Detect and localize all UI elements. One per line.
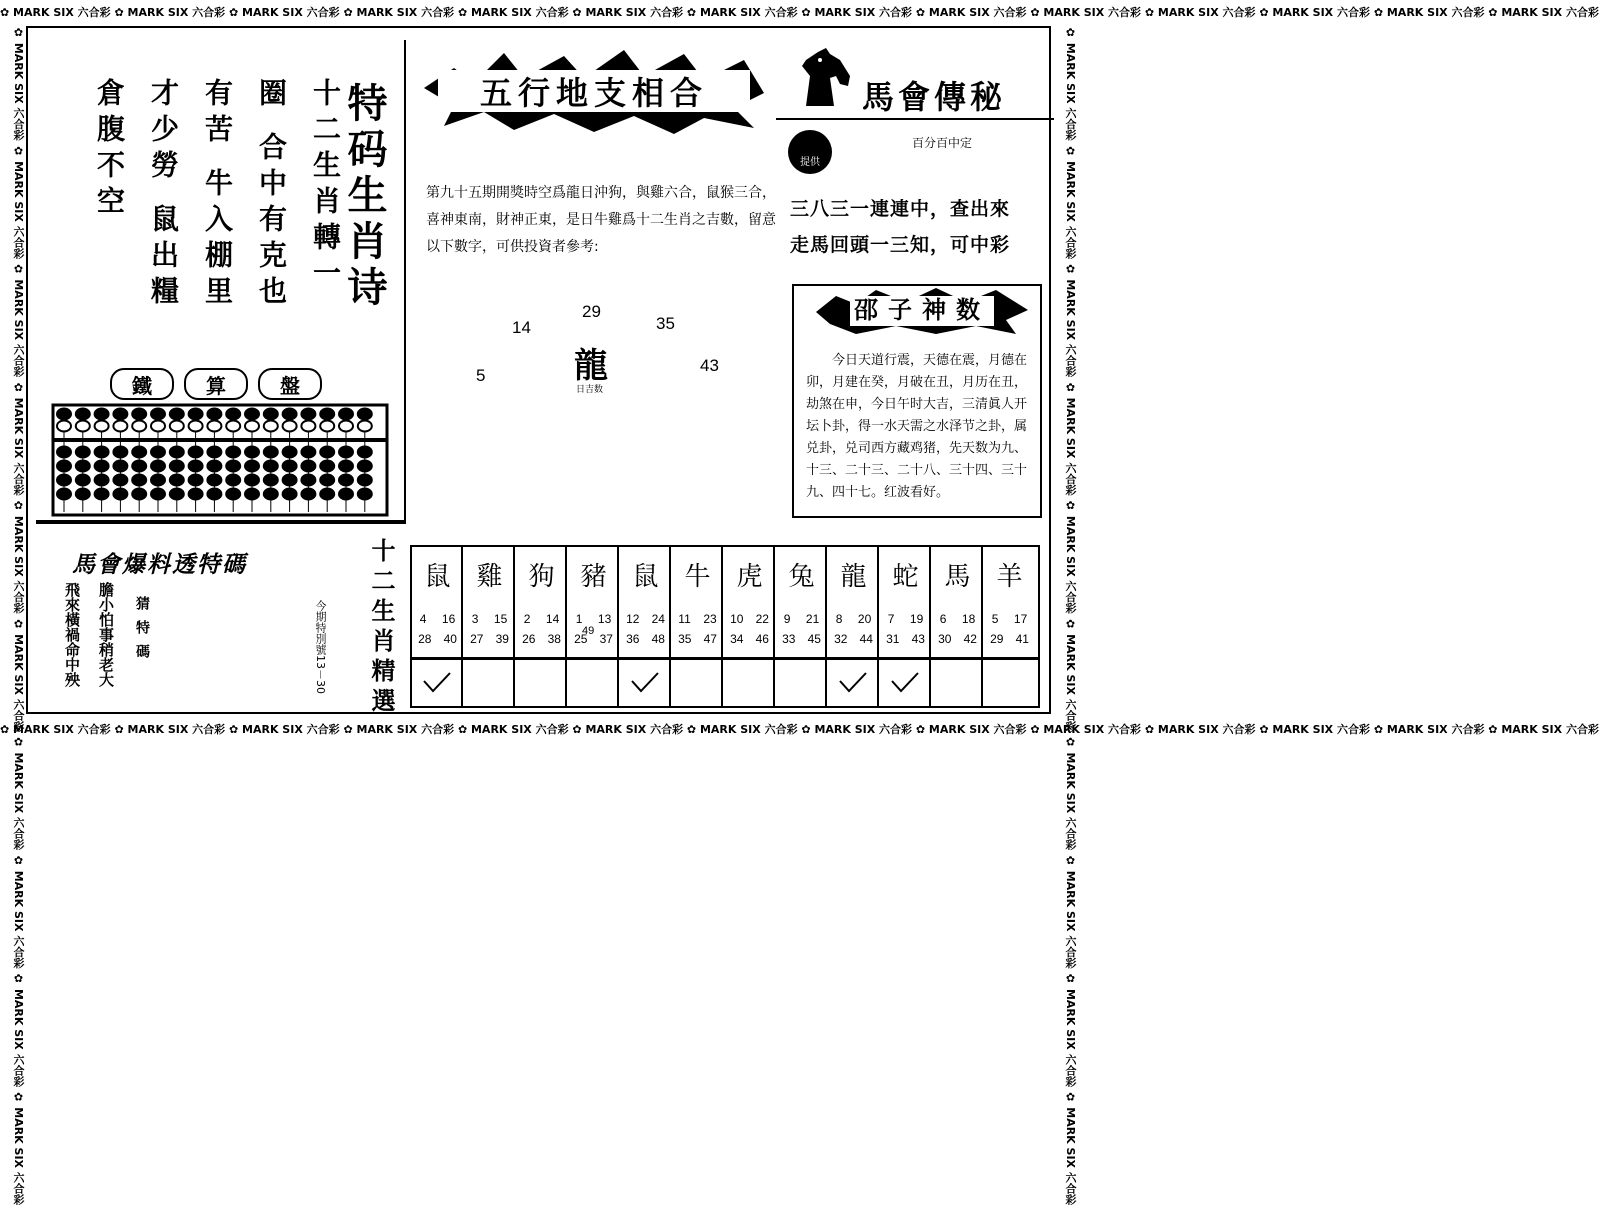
left-border: ✿ MARK SIX 六合彩 ✿ MARK SIX 六合彩 ✿ MARK SIX 六合彩 ✿ MARK SIX 六合彩 ✿ MARK SIX 六合彩 ✿ MARK SIX 六合彩 ✿ MARK SIX 六合彩 ✿ MARK SIX 六合彩 ✿ MARK SIX 六合彩 ✿ MARK SIX 六合彩 — [12, 26, 25, 1205]
poem-line-4: 十二生肖轉一圈 — [255, 78, 342, 294]
zodiac-number: 2 — [523, 612, 531, 626]
horse-title: 馬會傳秘 — [862, 78, 1007, 116]
abacus-bead — [283, 409, 297, 420]
abacus-bead — [189, 489, 203, 500]
stamp-badge — [788, 130, 832, 174]
abacus-bead — [76, 475, 90, 486]
zodiac-animal-icon: 豬 — [580, 561, 607, 592]
abacus-bead — [113, 447, 127, 458]
abacus-bead — [320, 409, 334, 420]
abacus-bead — [132, 409, 146, 420]
poem-line-3: 合中有克也有苦 — [201, 78, 288, 312]
abacus-bead — [189, 421, 203, 432]
zodiac-animal-icon: 羊 — [996, 561, 1023, 592]
zodiac-animal-icon: 狗 — [528, 561, 555, 592]
baoliao-footer: 今期特別號13－30 — [314, 600, 327, 694]
abacus-bead — [245, 475, 259, 486]
abacus-label-2: 算 — [184, 368, 248, 400]
abacus-bead — [57, 475, 71, 486]
zodiac-numbers — [620, 609, 671, 649]
abacus-bead — [207, 409, 221, 420]
zodiac-number: 27 — [470, 632, 484, 646]
zodiac-number: 26 — [522, 632, 536, 646]
zodiac-number: 25 — [574, 632, 588, 646]
abacus-bead — [170, 409, 184, 420]
zodiac-number: 36 — [626, 632, 640, 646]
poem-line-2: 牛入棚里才少勞 — [147, 78, 234, 312]
zodiac-number: 32 — [834, 632, 848, 646]
abacus-bead — [151, 447, 165, 458]
zodiac-number: 11 — [678, 612, 691, 626]
abacus-bead — [207, 475, 221, 486]
abacus-bead — [245, 409, 259, 420]
horse-divider — [776, 118, 1054, 126]
zodiac-number: 33 — [782, 632, 796, 646]
abacus-bead — [189, 475, 203, 486]
zodiac-number: 37 — [599, 632, 613, 646]
zodiac-animal-icon: 鼠 — [424, 561, 451, 592]
check-cell — [880, 660, 931, 706]
poem-title: 特码生肖诗 — [341, 82, 387, 312]
abacus-bead — [339, 447, 353, 458]
zodiac-animal-icon: 蛇 — [892, 561, 919, 592]
abacus-bead — [245, 489, 259, 500]
abacus-bead — [264, 461, 278, 472]
zodiac-cell — [828, 545, 879, 657]
abacus-bead — [226, 421, 240, 432]
zodiac-cell — [568, 545, 619, 657]
abacus-bead — [95, 409, 109, 420]
zodiac-numbers — [724, 609, 775, 649]
baoliao-col-1: 飛來橫禍命中殃 — [63, 582, 81, 687]
abacus-bead — [113, 409, 127, 420]
abacus-bead — [339, 409, 353, 420]
zodiac-number: 23 — [703, 612, 717, 626]
zodiac-number: 46 — [755, 632, 769, 646]
abacus-bead — [170, 421, 184, 432]
zodiac-number: 15 — [493, 612, 508, 626]
abacus-bead — [207, 461, 221, 472]
zodiac-number: 3 — [471, 612, 479, 626]
abacus-graphic — [52, 404, 388, 516]
zodiac-number: 5 — [991, 612, 999, 626]
zodiac-numbers — [776, 609, 827, 649]
zodiac-number: 38 — [547, 632, 561, 646]
abacus-bead — [264, 447, 278, 458]
abacus-bead — [339, 475, 353, 486]
abacus-bead — [245, 461, 259, 472]
zodiac-number: 8 — [835, 612, 843, 626]
abacus-bead — [301, 447, 315, 458]
abacus-bead — [207, 489, 221, 500]
zodiac-number: 31 — [886, 632, 900, 646]
abacus-bead — [245, 421, 259, 432]
zodiac-cell — [932, 545, 983, 657]
zodiac-title: 十二生肖精選 — [367, 538, 395, 718]
zodiac-animal-icon: 雞 — [476, 561, 503, 592]
abacus-bead — [170, 489, 184, 500]
number-5: 5 — [476, 366, 486, 385]
zodiac-number: 13 — [597, 612, 612, 626]
abacus-bead — [301, 409, 315, 420]
abacus-bead — [189, 447, 203, 458]
abacus-bead — [301, 475, 315, 486]
zodiac-animal-icon: 馬 — [944, 561, 971, 592]
zodiac-cell — [984, 545, 1035, 657]
zodiac-number: 40 — [443, 632, 457, 646]
abacus-bead — [151, 475, 165, 486]
check-cell — [828, 660, 879, 706]
zodiac-number: 39 — [495, 632, 509, 646]
abacus-bead — [132, 447, 146, 458]
abacus-bead — [207, 447, 221, 458]
zodiac-number: 12 — [626, 612, 640, 626]
zodiac-animal-icon: 鼠 — [632, 561, 659, 592]
abacus-bead — [301, 489, 315, 500]
abacus-bead — [132, 421, 146, 432]
zodiac-number: 35 — [678, 632, 692, 646]
zodiac-number: 45 — [807, 632, 821, 646]
abacus-bead — [358, 461, 372, 472]
abacus-bead — [95, 421, 109, 432]
zodiac-numbers — [984, 609, 1035, 649]
baoliao-col-2: 膽小怕事稍老大 — [97, 582, 115, 687]
abacus-bead — [320, 489, 334, 500]
abacus-bead — [113, 421, 127, 432]
abacus-bead — [358, 475, 372, 486]
number-29: 29 — [582, 302, 601, 321]
zodiac-cell — [620, 545, 671, 657]
zodiac-number: 28 — [418, 632, 432, 646]
abacus-bead — [320, 421, 334, 432]
dragon-caption: 日吉数 — [576, 385, 604, 395]
abacus-bead — [283, 475, 297, 486]
abacus-bead — [95, 461, 109, 472]
abacus-bead — [320, 461, 334, 472]
zodiac-number: 44 — [859, 632, 873, 646]
abacus-bead — [207, 421, 221, 432]
shenshu-title: 邵子神数 — [854, 295, 990, 324]
abacus-bead — [76, 421, 90, 432]
abacus-bead — [226, 461, 240, 472]
abacus-bead — [283, 447, 297, 458]
zodiac-animal-icon: 兔 — [788, 561, 815, 592]
zodiac-numbers — [880, 609, 931, 649]
zodiac-cell — [412, 545, 463, 657]
abacus-bead — [95, 447, 109, 458]
abacus-bead — [320, 475, 334, 486]
abacus-bead — [113, 461, 127, 472]
zodiac-number: 10 — [730, 612, 744, 626]
zodiac-number: 7 — [887, 612, 895, 626]
zodiac-animal-icon: 牛 — [684, 561, 711, 592]
zodiac-cell — [672, 545, 723, 657]
abacus-bead — [132, 475, 146, 486]
zodiac-number: 24 — [651, 612, 665, 626]
abacus-bead — [151, 421, 165, 432]
abacus-bead — [226, 475, 240, 486]
abacus-bead — [151, 489, 165, 500]
abacus-bead — [76, 461, 90, 472]
check-cell — [464, 660, 515, 706]
zodiac-number: 14 — [545, 612, 560, 626]
zodiac-number: 4 — [419, 612, 427, 626]
zodiac-number: 6 — [939, 612, 947, 626]
check-cell — [568, 660, 619, 706]
divider-left — [36, 520, 406, 524]
abacus-bead — [76, 489, 90, 500]
check-cell — [984, 660, 1035, 706]
abacus-bead — [95, 489, 109, 500]
zodiac-number: 29 — [990, 632, 1004, 646]
number-35: 35 — [656, 314, 675, 333]
check-mark-icon — [838, 671, 868, 695]
abacus-bead — [132, 489, 146, 500]
abacus-bead — [170, 475, 184, 486]
check-mark-icon — [630, 671, 660, 695]
number-14: 14 — [512, 318, 531, 337]
abacus-bead — [226, 489, 240, 500]
zodiac-numbers — [932, 609, 983, 649]
abacus-bead — [113, 475, 127, 486]
abacus-bead — [189, 409, 203, 420]
zodiac-number: 19 — [909, 612, 924, 626]
zodiac-number: 48 — [651, 632, 665, 646]
abacus-bead — [358, 409, 372, 420]
zodiac-numbers — [672, 609, 723, 649]
zodiac-number: 17 — [1013, 612, 1028, 626]
abacus-label-3: 盤 — [258, 368, 322, 400]
right-border: ✿ MARK SIX 六合彩 ✿ MARK SIX 六合彩 ✿ MARK SIX 六合彩 ✿ MARK SIX 六合彩 ✿ MARK SIX 六合彩 ✿ MARK SIX 六合彩 ✿ MARK SIX 六合彩 ✿ MARK SIX 六合彩 ✿ MARK SIX 六合彩 ✿ MARK SIX 六合彩 — [1064, 26, 1077, 1205]
zodiac-cell — [880, 545, 931, 657]
zodiac-animal-icon: 虎 — [736, 561, 763, 592]
abacus-bead — [57, 461, 71, 472]
wuxing-title: 五行地支相合 — [479, 74, 708, 112]
baoliao-title: 馬會爆料透特碼 — [72, 552, 247, 578]
abacus-bead — [76, 447, 90, 458]
abacus-bead — [57, 489, 71, 500]
abacus-bead — [57, 447, 71, 458]
shenshu-text: 今日天道行震，天德在震，月德在卯，月建在癸，月破在丑，月历在丑，劫煞在申，今日午时大吉，三清眞人开坛卜卦，得一水天需之水泽节之卦，属兑卦，兑司西方藏鸡猪，先天数为九、十三、二十三、二十八、三十四、三十九、四十七。红波看好。 — [806, 353, 1028, 500]
check-mark-icon — [890, 671, 920, 695]
zodiac-number: 21 — [805, 612, 820, 626]
zodiac-number: 22 — [755, 612, 769, 626]
abacus-bead — [283, 461, 297, 472]
zodiac-number: 16 — [441, 612, 456, 626]
dragon-char: 龍 — [574, 346, 608, 386]
abacus-bead — [301, 461, 315, 472]
horse-line-2: 走馬回頭一三知，可中彩 — [790, 234, 1011, 256]
abacus-bead — [151, 409, 165, 420]
abacus-bead — [358, 447, 372, 458]
abacus-bead — [358, 421, 372, 432]
check-cell — [724, 660, 775, 706]
abacus-bead — [339, 489, 353, 500]
check-mark-icon — [422, 671, 452, 695]
check-cell — [620, 660, 671, 706]
bottom-border: ✿ MARK SIX 六合彩 ✿ MARK SIX 六合彩 ✿ MARK SIX 六合彩 ✿ MARK SIX 六合彩 ✿ MARK SIX 六合彩 ✿ MARK SIX 六合彩 ✿ MARK SIX 六合彩 ✿ MARK SIX 六合彩 ✿ MARK SIX 六合彩 ✿ MARK SIX 六合彩 ✿ MARK SIX 六合彩 ✿ MARK SIX 六合彩 ✿ MARK SIX 六合彩 ✿ MARK SIX 六合彩 — [0, 723, 1599, 736]
baoliao-col-3: 猜特碼 — [134, 596, 150, 668]
wuxing-text: 第九十五期開獎時空爲龍日沖狗，與雞六合，鼠猴三合，喜神東南，財神正東，是日牛雞爲十二生肖之吉數，留意以下數字，可供投資者參考: — [426, 185, 776, 255]
zodiac-numbers — [828, 609, 879, 649]
check-cell — [932, 660, 983, 706]
abacus-bead — [226, 447, 240, 458]
abacus-bead — [264, 421, 278, 432]
stamp-text: 提供 — [800, 157, 820, 168]
abacus-bead — [283, 489, 297, 500]
abacus-bead — [189, 461, 203, 472]
check-cell — [516, 660, 567, 706]
zodiac-number: 41 — [1015, 632, 1029, 646]
abacus-bead — [358, 489, 372, 500]
zodiac-cell — [464, 545, 515, 657]
check-cell — [672, 660, 723, 706]
abacus-bead — [151, 461, 165, 472]
zodiac-extra-number: 49 — [582, 625, 595, 637]
zodiac-cell — [776, 545, 827, 657]
abacus-bead — [76, 409, 90, 420]
zodiac-cell — [516, 545, 567, 657]
abacus-bead — [132, 461, 146, 472]
abacus-bead — [170, 461, 184, 472]
abacus-bead — [264, 409, 278, 420]
top-border: ✿ MARK SIX 六合彩 ✿ MARK SIX 六合彩 ✿ MARK SIX 六合彩 ✿ MARK SIX 六合彩 ✿ MARK SIX 六合彩 ✿ MARK SIX 六合彩 ✿ MARK SIX 六合彩 ✿ MARK SIX 六合彩 ✿ MARK SIX 六合彩 ✿ MARK SIX 六合彩 ✿ MARK SIX 六合彩 ✿ MARK SIX 六合彩 ✿ MARK SIX 六合彩 ✿ MARK SIX 六合彩 — [0, 6, 1599, 19]
abacus-label-1: 鐵 — [110, 368, 174, 400]
zodiac-number: 34 — [730, 632, 744, 646]
abacus-bead — [57, 421, 71, 432]
zodiac-animal-icon: 龍 — [840, 561, 867, 592]
check-cell — [412, 660, 463, 706]
zodiac-number: 20 — [857, 612, 872, 626]
zodiac-number: 18 — [961, 612, 976, 626]
poem-line-1: 鼠出糧倉腹不空 — [93, 78, 180, 312]
horse-subtitle: 百分百中定 — [912, 136, 973, 150]
abacus-bead — [339, 461, 353, 472]
abacus-bead — [226, 409, 240, 420]
abacus-bead — [57, 409, 71, 420]
divider-mid — [404, 40, 406, 520]
zodiac-numbers — [412, 609, 463, 649]
zodiac-numbers — [516, 609, 567, 649]
zodiac-cell — [724, 545, 775, 657]
abacus-bead — [283, 421, 297, 432]
abacus-bead — [264, 475, 278, 486]
zodiac-number: 47 — [703, 632, 717, 646]
abacus-bead — [170, 447, 184, 458]
poem-body — [82, 78, 352, 318]
abacus-bead — [320, 447, 334, 458]
abacus-bead — [113, 489, 127, 500]
abacus-bead — [301, 421, 315, 432]
zodiac-number: 1 — [575, 612, 583, 626]
abacus-bead — [245, 447, 259, 458]
abacus-bead — [264, 489, 278, 500]
abacus-bead — [95, 475, 109, 486]
zodiac-number: 9 — [783, 612, 791, 626]
abacus-bead — [339, 421, 353, 432]
check-cell — [776, 660, 827, 706]
horse-head-icon — [796, 46, 854, 108]
zodiac-number: 43 — [911, 632, 925, 646]
zodiac-numbers — [464, 609, 515, 649]
zodiac-number: 42 — [963, 632, 977, 646]
horse-line-1: 三八三一連連中，查出來 — [790, 198, 1011, 220]
zodiac-number: 30 — [938, 632, 952, 646]
number-43: 43 — [700, 356, 719, 375]
